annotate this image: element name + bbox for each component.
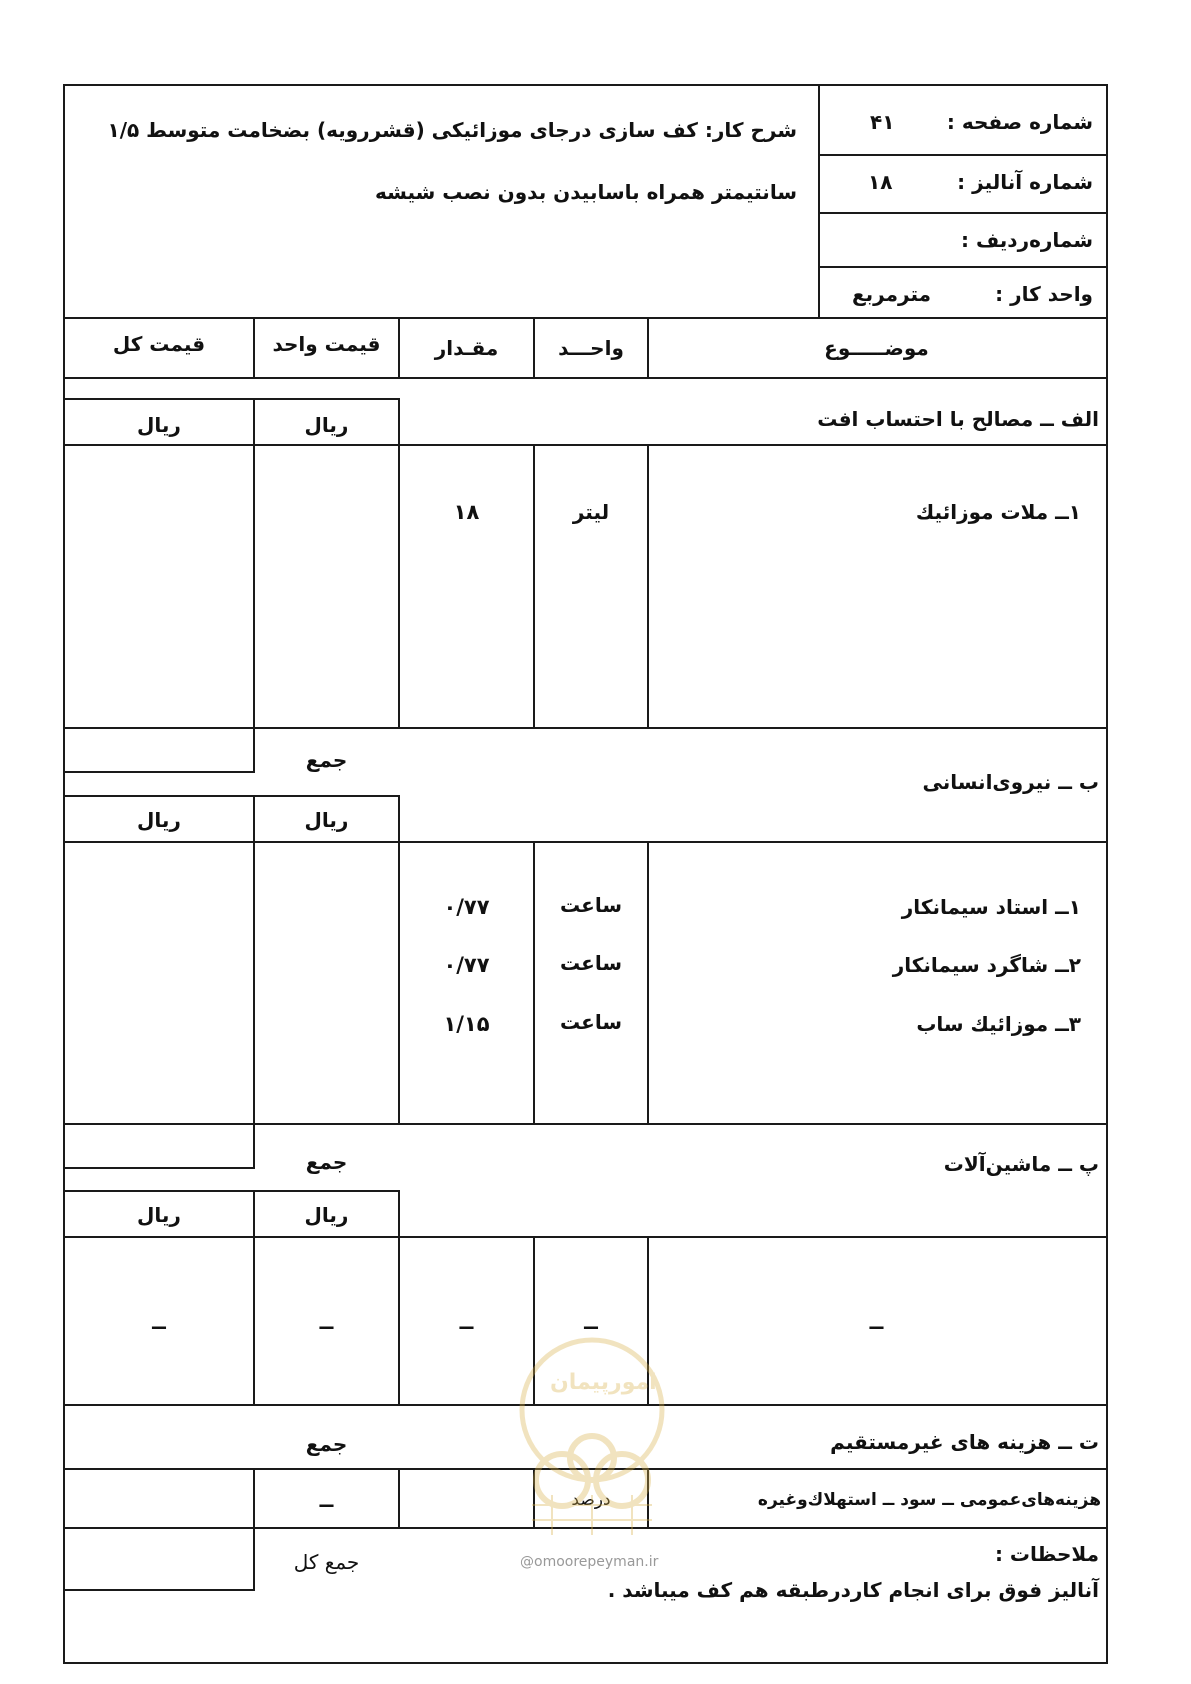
work-description-line1: شرح کار: کف سازی درجای موزائیکی (قشررویه) بضخامت متوسط ۱/۵ <box>107 118 797 142</box>
item-subject: ۱ــ استاد سیمانکار <box>901 895 1081 919</box>
percent-label: درصد <box>571 1490 611 1510</box>
col-subject: موضـــــوع <box>824 336 929 360</box>
work-unit-value: مترمربع <box>852 282 931 306</box>
notes-text: آنالیز فوق برای انجام کاردرطبقه هم کف میباشد . <box>607 1578 1099 1602</box>
frame-bottom <box>63 1662 1108 1664</box>
labor-title: ب ــ نیروی‌انسانی <box>922 770 1099 794</box>
frame-left <box>63 84 65 1664</box>
item-quantity: ۱/۱۵ <box>443 1012 490 1036</box>
indirect-title: ت ــ هزینه های غیرمستقیم <box>830 1430 1099 1454</box>
analysis-number-label: شماره آنالیز : <box>957 170 1093 194</box>
item-quantity: ۰/۷۷ <box>443 953 490 977</box>
item-unit: ساعت <box>559 951 622 975</box>
item-quantity: ۱۸ <box>453 500 480 524</box>
currency-label: ریال <box>304 808 349 832</box>
item-unit-price: ــ <box>319 1310 334 1334</box>
labor-sum-label: جمع <box>305 1150 348 1174</box>
frame-top <box>63 84 1108 86</box>
machinery-sum-label: جمع <box>305 1432 348 1456</box>
currency-label: ریال <box>304 1203 349 1227</box>
header-divider <box>818 84 820 318</box>
materials-title: الف ــ مصالح با احتساب افت <box>817 407 1099 431</box>
work-unit-label: واحد کار : <box>995 282 1093 306</box>
notes-label: ملاحظات : <box>994 1542 1099 1566</box>
item-subject: ۱ــ ملات موزائیك <box>915 500 1081 524</box>
currency-label: ریال <box>137 808 181 832</box>
watermark-text: @omoorepeyman.ir <box>520 1554 659 1570</box>
indirect-value: ــ <box>319 1488 334 1512</box>
item-subject: ۳ــ موزائیك ساب <box>916 1012 1081 1036</box>
indirect-row-label: هزینه‌های‌عمومی ــ سود ــ استهلاك‌وغیره <box>757 1490 1101 1510</box>
item-quantity: ــ <box>459 1310 474 1334</box>
currency-label: ریال <box>137 413 181 437</box>
row-number-label: شمارەردیف : <box>961 228 1093 252</box>
item-unit: ــ <box>584 1310 598 1334</box>
col-unit: واحـــد <box>558 336 624 360</box>
page-number-value: ۴۱ <box>870 110 895 134</box>
item-unit: ساعت <box>559 1010 622 1034</box>
col-quantity: مقـدار <box>434 336 499 360</box>
frame-right <box>1106 84 1108 1664</box>
item-total-price: ــ <box>152 1310 166 1334</box>
materials-sum-label: جمع <box>305 748 348 772</box>
watermark-logo <box>492 1330 692 1540</box>
item-unit: ساعت <box>559 893 622 917</box>
col-total-price: قیمت کل <box>112 332 206 356</box>
watermark-logo-text: امورپیمان <box>550 1370 657 1395</box>
analysis-number-value: ۱۸ <box>868 170 893 194</box>
item-subject: ۲ــ شاگرد سیمانکار <box>892 953 1081 977</box>
col-unit-price: قیمت واحد <box>272 332 381 356</box>
item-unit: لیتر <box>572 500 610 524</box>
item-subject: ــ <box>869 1310 884 1334</box>
page-number-label: شماره صفحه : <box>946 110 1093 134</box>
currency-label: ریال <box>304 413 349 437</box>
currency-label: ریال <box>137 1203 181 1227</box>
machinery-title: پ ــ ماشین‌آلات <box>943 1152 1099 1176</box>
work-description-line2: سانتیمتر همراه باسابیدن بدون نصب شیشه <box>375 180 797 204</box>
item-quantity: ۰/۷۷ <box>443 895 490 919</box>
grand-total-label: جمع کل <box>293 1550 360 1574</box>
